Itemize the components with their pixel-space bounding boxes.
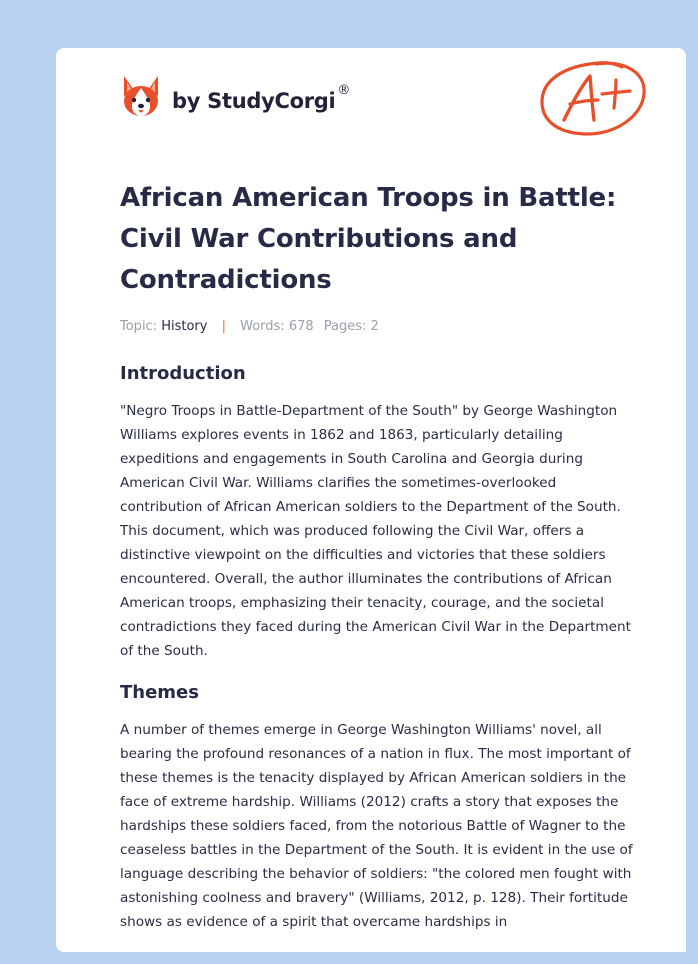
section-body-introduction: "Negro Troops in Battle-Department of the South" by George Washington Williams explores events in 1862 and 1863, particularly detailing expeditions and engagements in South Carolina and Georgia during American Civil War. Williams clarifies the sometimes-overlooked contribution of African American soldiers to the Department of the South. This document, which was produced following the Civil War, offers a distinctive viewpoint on the difficulties and victories that these soldiers encountered. Overall, the author illuminates the contributions of African American troops, emphasizing their tenacity, courage, and the societal contradictions they faced during the American Civil War in the Department of the South.	[120, 403, 631, 659]
article-meta	[120, 318, 640, 336]
article-title: African American Troops in Battle: Civil War Contributions and Contradictions	[120, 183, 617, 295]
a-plus-grade-icon	[536, 58, 650, 140]
brand-name	[172, 83, 351, 113]
registered-mark: ®	[337, 83, 351, 98]
section-heading-introduction: Introduction	[120, 363, 246, 384]
brand-header[interactable]	[120, 74, 350, 120]
section-heading-themes: Themes	[120, 682, 199, 703]
document-page	[56, 48, 686, 952]
topic-link[interactable]: History	[161, 319, 208, 334]
section-body-themes: A number of themes emerge in George Washington Williams' novel, all bearing the profound resonances of a nation in flux. The most important of these themes is the tenacity displayed by African American soldiers in the face of extreme hardship. Williams (2012) crafts a story that exposes the hardships these soldiers faced, from the notorious Battle of Wagner to the ceaseless battles in the Department of the South. It is evident in the use of language describing the behavior of soldiers: "the colored men fought with astonishing coolness and bravery" (Williams, 2012, p. 128). Their fortitude shows as evidence of a spirit that overcame hardships in	[120, 722, 633, 930]
topic-label: Topic:	[120, 319, 158, 334]
article	[120, 178, 640, 934]
brand-text: by StudyCorgi	[172, 89, 336, 113]
meta-separator: |	[221, 319, 226, 334]
page-count: Pages: 2	[323, 319, 379, 334]
corgi-logo-icon	[120, 74, 162, 120]
word-count: Words: 678	[240, 319, 314, 334]
